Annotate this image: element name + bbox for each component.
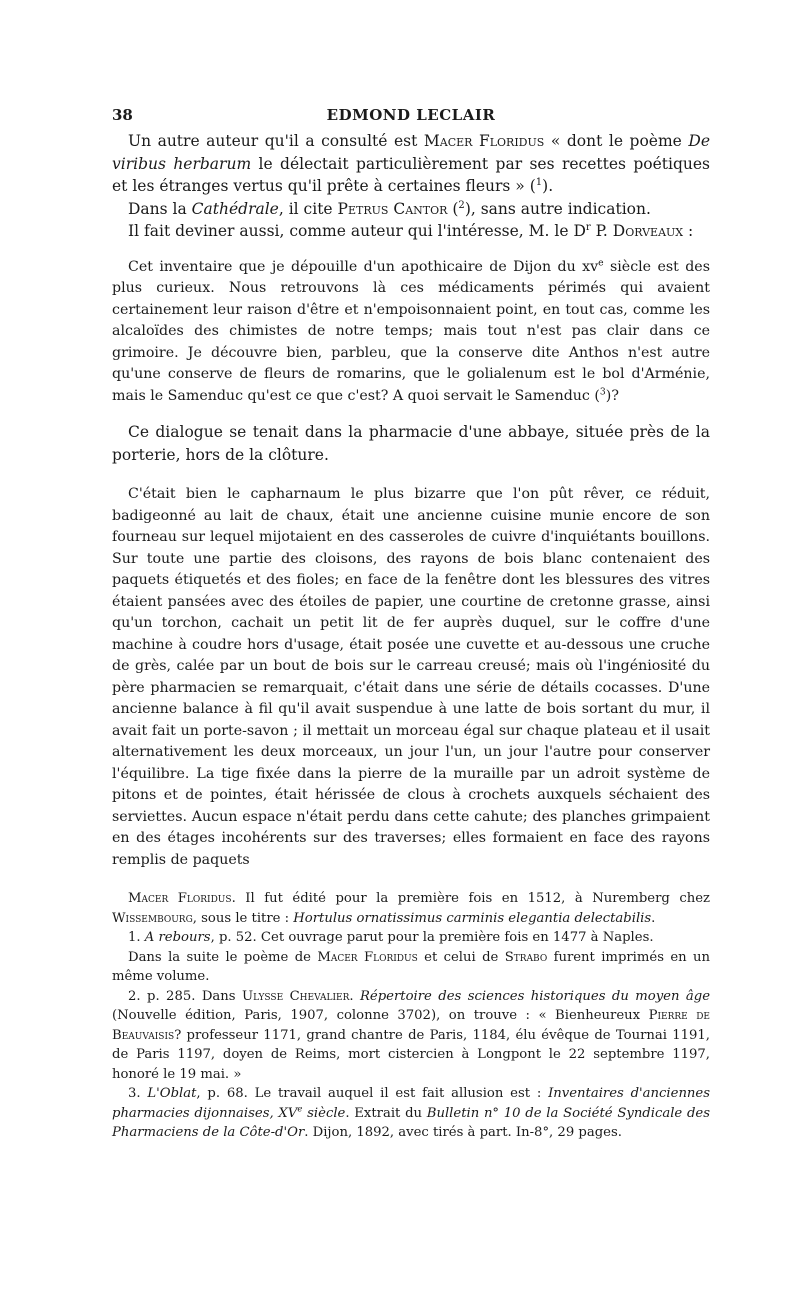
paragraph-2: Dans la Cathédrale, il cite Petrus Cantor ($^2$), sans autre indication. [128, 199, 651, 218]
book-page [112, 106, 710, 1143]
author-name: Macer Floridus [423, 132, 545, 150]
paragraph-3: Il fait deviner aussi, comme auteur qui l'intéresse, M. le $D^r$ P. Dorveaux : [128, 221, 694, 240]
paragraph-4: Ce dialogue se tenait dans la pharmacie d'une abbaye, située près de la porterie, hors de la clôture. [112, 423, 710, 464]
page-header [112, 106, 710, 130]
work-title: Cathédrale [191, 199, 279, 218]
paragraph-5: C'était bien le capharnaum le plus bizarre que l'on pût rêver, ce réduit, badigeonné au lait de chaux, était une ancienne cuisine munie encore de son fourneau sur lequel mijotaient en des casseroles de cuivre d'inquiétants bouillons. Sur toute une partie des cloisons, des rayons de bois blanc contenaient des paquets étiquetés et des fioles; en face de la fenêtre dont les blessures des vitres étaient pansées avec des étoiles de papier, une courtine de cretonne grasse, ainsi qu'un torchon, cachait un petit lit de fer auprès duquel, sur le coffre d'une machine à coudre hors d'usage, était posée une cuvette et au-dessous une cruche de grès, calée par un bout de bois sur le carreau creusé; mais où l'ingéniosité du père pharmacien se remarquait, c'était dans une série de détails cocasses. D'une ancienne balance à fil qu'il avait suspendue à une latte de bois sortant du mur, il avait fait un porte-savon ; il mettait un morceau égal sur chaque plateau et il usait alternativement les deux morceaux, un jour l'un, un jour l'autre pour conserver l'équilibre. La tige fixée dans la pierre de la muraille par un adroit système de pitons et de pointes, était hérissée de clous à crochets auxquels séchaient des serviettes. Aucun espace n'était perdu dans cette cahute; des planches grimpaient en des étages incohérents sur des traverses; elles formaient en face des rayons remplis de paquets [112, 486, 710, 868]
footnote-ref-1: 1 [535, 176, 543, 188]
footnote-1: 1. A rebours, p. 52. Cet ouvrage parut pour la première fois en 1477 à Naples. [128, 930, 654, 945]
work-title: De viribus herbarum [112, 132, 710, 173]
running-head: EDMOND LECLAIR [326, 106, 496, 124]
footnotes [112, 889, 710, 1143]
footnote-ref-2: 2 [458, 199, 465, 211]
paragraph-1: Un autre auteur qu'il a consulté est Macer Floridus « dont le poème De viribus herbarum le délectait particulièrement par ses recettes poétiques et les étranges vertus qu'il prête à certaines fleurs » ($^1$). [112, 132, 710, 195]
footnote-continued: Macer Floridus. Il fut édité pour la première fois en 1512, à Nuremberg chez Wissembourg, sous le titre : Hortulus ornatissimus carminis elegantia delectabilis. [112, 891, 710, 926]
footnote-3: 3. L'Oblat, p. 68. Le travail auquel il est fait allusion est : Inventaires d'anciennes pharmacies dijonnaises, XVe siècle. Extrait du Bulletin n° 10 de la Société Syndicale des Pharmaciens de la Côte-d'Or. Dijon, 1892, avec tirés à part. In-8°, 29 pages. [112, 1086, 710, 1140]
footnote-2: 2. p. 285. Dans Ulysse Chevalier. Répertoire des sciences historiques du moyen âge (Nouvelle édition, Paris, 1907, colonne 3702), on trouve : « Bienheureux Pierre de Beauvaisis? professeur 1171, grand chantre de Paris, 1184, élu évêque de Tournai 1191, de Paris 1197, doyen de Reims, mort cistercien à Longpont le 22 septembre 1197, honoré le 19 mai. » [112, 988, 711, 1082]
page-number: 38 [112, 106, 133, 124]
author-name: Petrus Cantor [337, 199, 448, 218]
author-name: Dorveaux [612, 222, 684, 240]
footnote-ref-3: 3 [599, 385, 606, 397]
footnote-1-continued: Dans la suite le poème de Macer Floridus et celui de Strabo furent imprimés en un même volume. [112, 949, 711, 984]
block-quote: Cet inventaire que je dépouille d'un apothicaire de Dijon du $xv^e$ siècle est des plus curieux. Nous retrouvons là ces médicaments périmés qui avaient certainement leur raison d'être et n'empoisonnaient point, en tout cas, comme les alcaloïdes des chimistes de notre temps; mais tout n'est pas clair dans ce grimoire. Je découvre bien, parbleu, que la conserve dite Anthos n'est autre qu'une conserve de fleurs de romarins, que le golialenum est le bol d'Arménie, mais le Samenduc qu'est ce que c'est? A quoi servait le Samenduc ($^3$)? [112, 256, 710, 404]
